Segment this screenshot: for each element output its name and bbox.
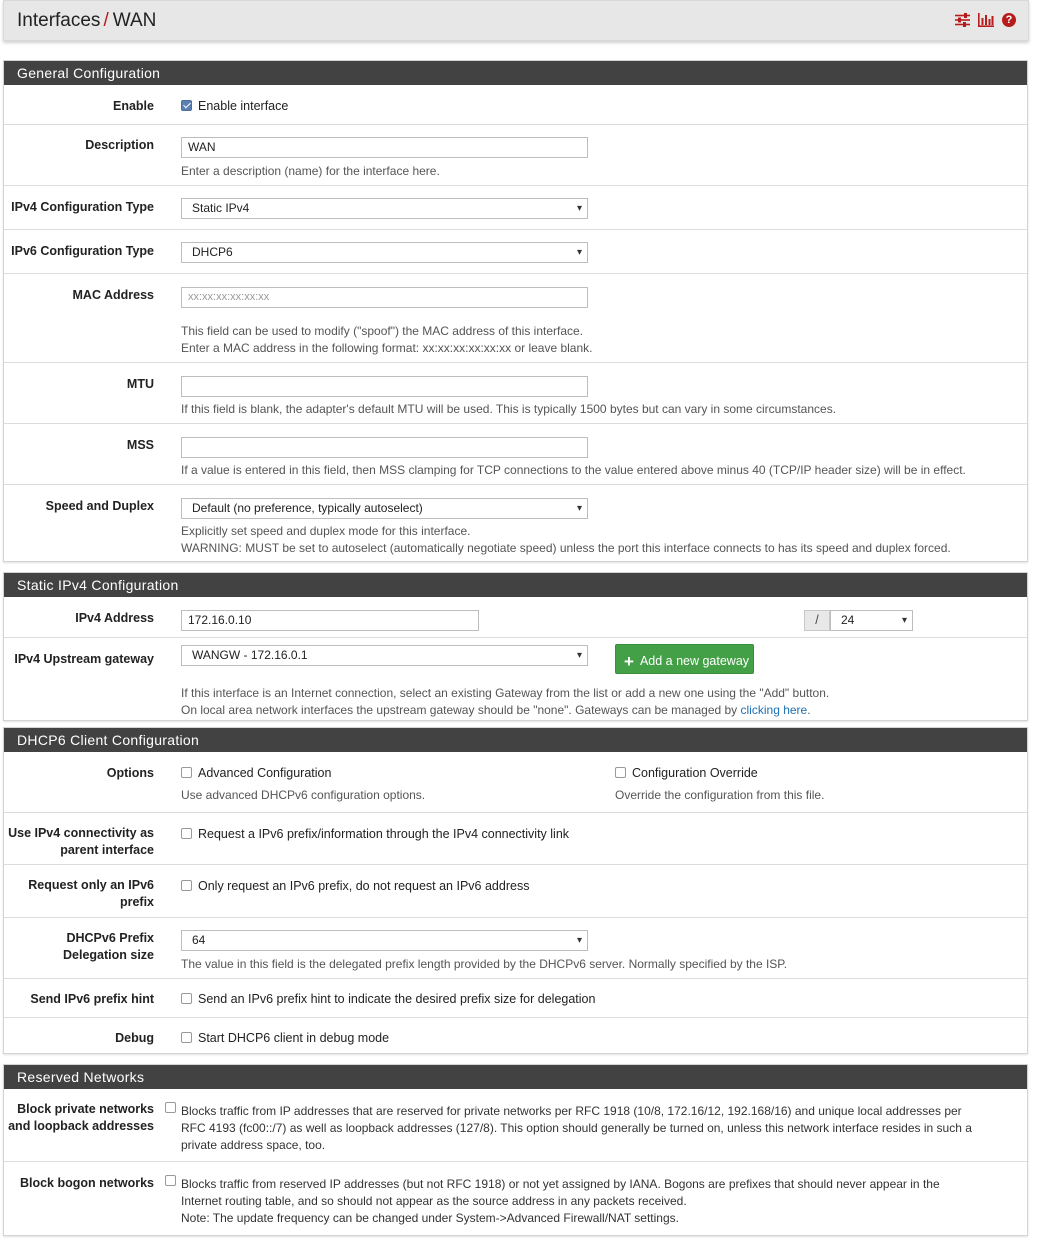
use-ipv4-checkbox[interactable] bbox=[181, 826, 569, 843]
prefix-hint-checkbox-label: Send an IPv6 prefix hint to indicate the desired prefix size for delegation bbox=[198, 992, 596, 1006]
panel-heading: DHCP6 Client Configuration bbox=[4, 728, 1027, 752]
mac-help-2: Enter a MAC address in the following format: xx:xx:xx:xx:xx:xx or leave blank. bbox=[181, 341, 593, 355]
mac-help-1: This field can be used to modify ("spoof") the MAC address of this interface. bbox=[181, 324, 584, 338]
block-bogon-text-2: Internet routing table, and so should not appear as the source address in any packets received. bbox=[181, 1194, 687, 1208]
panel-heading: Static IPv4 Configuration bbox=[4, 573, 1027, 597]
breadcrumb bbox=[17, 10, 156, 32]
ipv6-type-select[interactable]: DHCP6 ▾ bbox=[181, 242, 588, 263]
gateway-help-end: . bbox=[807, 703, 811, 717]
ipv4-gateway-label: IPv4 Upstream gateway bbox=[14, 652, 154, 666]
checkbox-icon[interactable] bbox=[181, 993, 192, 1004]
debug-label: Debug bbox=[115, 1031, 154, 1045]
speed-duplex-select[interactable]: Default (no preference, typically autoselect) ▾ bbox=[181, 498, 588, 519]
checkbox-icon[interactable] bbox=[181, 828, 192, 839]
dhcp6-options-row bbox=[4, 752, 1027, 812]
mtu-help: If this field is blank, the adapter's default MTU will be used. This is typically 1500 bytes but can vary in some circumstances. bbox=[181, 402, 837, 416]
ipv6-type-row bbox=[4, 229, 1027, 273]
configuration-override-checkbox[interactable] bbox=[615, 765, 758, 782]
checkbox-checked-icon[interactable] bbox=[181, 100, 192, 111]
enable-interface-label: Enable interface bbox=[198, 99, 289, 113]
ipv4-address-label: IPv4 Address bbox=[75, 611, 154, 625]
block-private-label-2: and loopback addresses bbox=[8, 1119, 154, 1133]
ipv4-type-row bbox=[4, 185, 1027, 229]
gateways-link[interactable]: clicking here bbox=[740, 703, 808, 717]
block-bogon-text-1: Blocks traffic from reserved IP addresses (but not RFC 1918) or not yet assigned by IANA. Bogons are prefixes that should never appear in the bbox=[181, 1177, 940, 1191]
prefix-only-row bbox=[4, 864, 1027, 917]
enable-row bbox=[4, 85, 1027, 124]
block-bogon-label: Block bogon networks bbox=[19, 1176, 154, 1190]
prefix-hint-checkbox[interactable] bbox=[181, 991, 595, 1008]
use-ipv4-label bbox=[0, 825, 154, 859]
breadcrumb-interfaces[interactable]: Interfaces bbox=[17, 10, 101, 31]
speed-duplex-row bbox=[4, 484, 1027, 562]
checkbox-icon[interactable] bbox=[181, 1032, 192, 1043]
speed-help-2: WARNING: MUST be set to autoselect (automatically negotiate speed) unless the port this interface connects to has its speed and duplex forced. bbox=[181, 541, 951, 555]
ipv4-gateway-row bbox=[4, 637, 1027, 721]
delegation-size-select[interactable]: 64 ▾ bbox=[181, 930, 588, 951]
mtu-label: MTU bbox=[126, 377, 154, 391]
mtu-row bbox=[4, 362, 1027, 423]
cidr-slash: / bbox=[804, 610, 830, 631]
breadcrumb-wan: WAN bbox=[112, 10, 157, 31]
checkbox-icon[interactable] bbox=[181, 767, 192, 778]
checkbox-icon[interactable] bbox=[615, 767, 626, 778]
enable-label: Enable bbox=[113, 99, 154, 113]
delegation-size-label bbox=[4, 930, 154, 964]
description-label: Description bbox=[85, 138, 154, 152]
use-ipv4-row bbox=[4, 812, 1027, 864]
description-row bbox=[4, 124, 1027, 185]
checkbox-icon[interactable] bbox=[181, 880, 192, 891]
plus-icon: + bbox=[624, 652, 634, 671]
speed-duplex-label: Speed and Duplex bbox=[45, 499, 154, 513]
page-header bbox=[3, 0, 1029, 41]
block-private-text-1: Blocks traffic from IP addresses that are reserved for private networks per RFC 1918 (10/8, 172.16/12, 192.168/16) and unique local addresses per bbox=[181, 1104, 962, 1118]
gateway-help-text: On local area network interfaces the upstream gateway should be "none". Gateways can be managed by bbox=[181, 703, 741, 717]
debug-checkbox-label: Start DHCP6 client in debug mode bbox=[198, 1031, 390, 1045]
add-gateway-label: Add a new gateway bbox=[639, 654, 750, 668]
block-bogon-checkbox[interactable] bbox=[165, 1175, 176, 1186]
enable-interface-checkbox[interactable] bbox=[181, 98, 288, 115]
block-private-label bbox=[4, 1101, 154, 1135]
block-private-text-3: private address space, too. bbox=[181, 1138, 326, 1152]
block-bogon-text-3: Note: The update frequency can be changed under System->Advanced Firewall/NAT settings. bbox=[181, 1211, 679, 1225]
use-ipv4-checkbox-label: Request a IPv6 prefix/information through the IPv4 connectivity link bbox=[198, 827, 570, 841]
mtu-input[interactable] bbox=[181, 376, 588, 397]
mac-address-input[interactable]: xx:xx:xx:xx:xx:xx bbox=[181, 287, 588, 308]
mss-input[interactable] bbox=[181, 437, 588, 458]
prefix-only-label-1: Request only an IPv6 bbox=[28, 878, 154, 892]
gateway-help-1: If this interface is an Internet connection, select an existing Gateway from the list or add a new one using the "Add" button. bbox=[181, 686, 830, 700]
ipv4-prefix-select[interactable]: 24 ▾ bbox=[830, 610, 913, 631]
panel-heading: General Configuration bbox=[4, 61, 1027, 85]
dhcp6-panel bbox=[3, 727, 1028, 1054]
delegation-size-row bbox=[4, 917, 1027, 978]
ipv4-type-select[interactable]: Static IPv4 ▾ bbox=[181, 198, 588, 219]
ipv4-gateway-select[interactable]: WANGW - 172.16.0.1 ▾ bbox=[181, 645, 588, 666]
advanced-configuration-help: Use advanced DHCPv6 configuration options. bbox=[181, 788, 426, 802]
mac-address-row bbox=[4, 273, 1027, 362]
use-ipv4-label-1: Use IPv4 connectivity as bbox=[8, 826, 154, 840]
breadcrumb-separator: / bbox=[103, 10, 109, 31]
debug-row bbox=[4, 1017, 1027, 1055]
ipv4-address-input[interactable]: 172.16.0.10 bbox=[181, 610, 479, 631]
ipv4-address-row bbox=[4, 597, 1027, 637]
advanced-configuration-label: Advanced Configuration bbox=[198, 766, 332, 780]
bar-chart-icon[interactable] bbox=[978, 13, 994, 30]
debug-checkbox[interactable] bbox=[181, 1030, 389, 1047]
static-ipv4-panel bbox=[3, 572, 1028, 721]
configuration-override-help: Override the configuration from this file. bbox=[615, 788, 825, 802]
ipv4-type-label: IPv4 Configuration Type bbox=[11, 200, 154, 214]
block-private-text-2: RFC 4193 (fc00::/7) as well as loopback addresses (127/8). This option should generally be turned on, unless this network interface resides in such a bbox=[181, 1121, 972, 1135]
delegation-label-2: Delegation size bbox=[63, 948, 154, 962]
add-gateway-button[interactable] bbox=[615, 644, 754, 674]
description-help: Enter a description (name) for the interface here. bbox=[181, 164, 440, 178]
gateway-help-2 bbox=[181, 702, 811, 719]
sliders-icon[interactable] bbox=[955, 13, 970, 30]
options-label: Options bbox=[106, 766, 154, 780]
prefix-only-checkbox[interactable] bbox=[181, 878, 529, 895]
mss-help: If a value is entered in this field, then MSS clamping for TCP connections to the value entered above minus 40 (TCP/IP header size) will be in effect. bbox=[181, 463, 966, 477]
mac-address-label: MAC Address bbox=[72, 288, 154, 302]
block-private-label-1: Block private networks bbox=[17, 1102, 154, 1116]
speed-help-1: Explicitly set speed and duplex mode for this interface. bbox=[181, 524, 471, 538]
delegation-help: The value in this field is the delegated prefix length provided by the DHCPv6 server. Normally specified by the ISP. bbox=[181, 957, 788, 971]
description-input[interactable]: WAN bbox=[181, 137, 588, 158]
prefix-only-label-2: prefix bbox=[119, 895, 154, 909]
configuration-override-label: Configuration Override bbox=[632, 766, 758, 780]
prefix-hint-label: Send IPv6 prefix hint bbox=[30, 992, 154, 1006]
prefix-only-checkbox-label: Only request an IPv6 prefix, do not request an IPv6 address bbox=[198, 879, 530, 893]
mss-label: MSS bbox=[126, 438, 154, 452]
panel-heading: Reserved Networks bbox=[4, 1065, 1027, 1089]
general-configuration-panel bbox=[3, 60, 1028, 562]
prefix-hint-row bbox=[4, 978, 1027, 1017]
block-bogon-row bbox=[4, 1161, 1027, 1235]
block-private-checkbox[interactable] bbox=[165, 1102, 176, 1113]
ipv6-type-label: IPv6 Configuration Type bbox=[11, 244, 154, 258]
help-icon[interactable]: ? bbox=[1002, 13, 1016, 27]
reserved-networks-panel bbox=[3, 1064, 1028, 1236]
mss-row bbox=[4, 423, 1027, 484]
block-private-row bbox=[4, 1089, 1027, 1161]
prefix-only-label bbox=[4, 877, 154, 911]
use-ipv4-label-2: parent interface bbox=[60, 843, 154, 857]
delegation-label-1: DHCPv6 Prefix bbox=[66, 931, 154, 945]
advanced-configuration-checkbox[interactable] bbox=[181, 765, 331, 782]
